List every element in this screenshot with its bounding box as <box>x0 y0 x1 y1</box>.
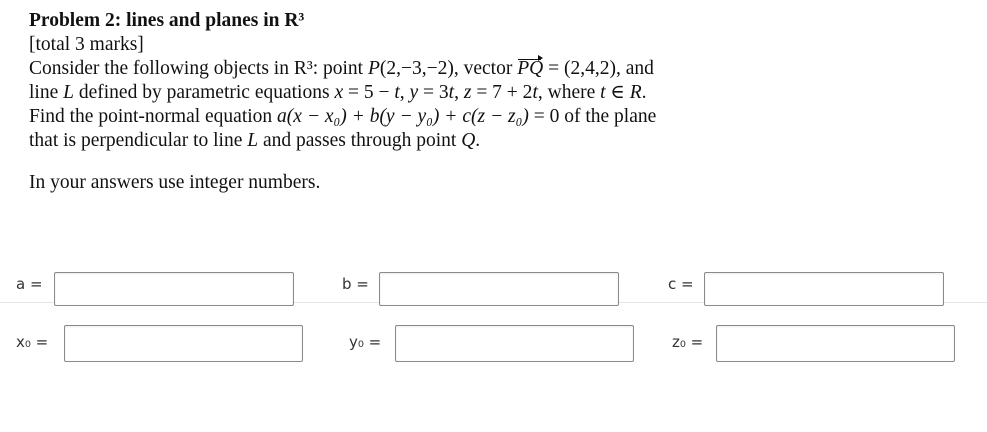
normal-vector-row <box>0 262 987 303</box>
text-segment: (2,−3,−2), vector <box>379 58 518 79</box>
math-var: t <box>532 82 538 103</box>
z0-input[interactable] <box>716 325 955 362</box>
text-segment: that is perpendicular to line <box>29 130 248 151</box>
y0-label: y₀ = <box>349 333 382 351</box>
integer-note: In your answers use integer numbers. <box>29 172 321 193</box>
point-row <box>0 321 987 365</box>
text-segment: . <box>641 82 647 103</box>
plane-equation: a(x − x₀) + b(y − y₀) + c(z − z₀) <box>277 106 529 127</box>
x0-label: x₀ = <box>16 333 49 351</box>
text-segment: , <box>399 82 410 103</box>
text-segment: Find the point-normal equation <box>29 106 278 127</box>
math-var: z <box>463 82 472 103</box>
problem-text-line-2 <box>29 81 969 105</box>
z0-label: z₀ = <box>672 333 704 351</box>
text-segment: = 7 + 2 <box>471 82 533 103</box>
problem-statement <box>29 9 969 195</box>
text-segment: defined by parametric equations <box>73 82 335 103</box>
c-input[interactable] <box>704 272 944 306</box>
text-segment: , where <box>537 82 601 103</box>
text-segment: . <box>475 130 481 151</box>
a-label: a = <box>16 275 43 293</box>
text-segment: = (2,4,2), and <box>543 58 654 79</box>
c-label: c = <box>668 275 694 293</box>
math-var: t <box>394 82 400 103</box>
text-segment: and passes through point <box>258 130 462 151</box>
a-input[interactable] <box>54 272 294 306</box>
b-input[interactable] <box>379 272 619 306</box>
line-l: L <box>247 130 259 151</box>
problem-marks: [total 3 marks] <box>29 34 144 55</box>
text-segment: , <box>454 82 464 103</box>
text-segment: Consider the following objects in R³: point <box>29 58 368 79</box>
point-q: Q <box>461 130 476 151</box>
math-var: t <box>448 82 455 103</box>
problem-text-line-4 <box>29 129 969 153</box>
text-segment: = 5 − <box>343 82 395 103</box>
text-segment: = 0 of the plane <box>528 106 657 127</box>
problem-title: Problem 2: lines and planes in R³ <box>29 10 305 31</box>
y0-input[interactable] <box>395 325 634 362</box>
text-segment: = 3 <box>418 82 449 103</box>
problem-text-line-1 <box>29 57 969 81</box>
vector-pq: PQ <box>517 58 544 79</box>
line-l: L <box>63 82 74 103</box>
point-p: P <box>367 58 380 79</box>
x0-input[interactable] <box>64 325 303 362</box>
text-segment: ∈ <box>605 82 630 103</box>
text-segment: line <box>29 82 64 103</box>
math-var: R <box>629 82 642 103</box>
problem-text-line-3 <box>29 105 969 129</box>
answer-area <box>0 262 987 365</box>
b-label: b = <box>342 275 369 293</box>
math-var: x <box>334 82 344 103</box>
math-var: t <box>600 82 606 103</box>
math-var: y <box>409 82 419 103</box>
